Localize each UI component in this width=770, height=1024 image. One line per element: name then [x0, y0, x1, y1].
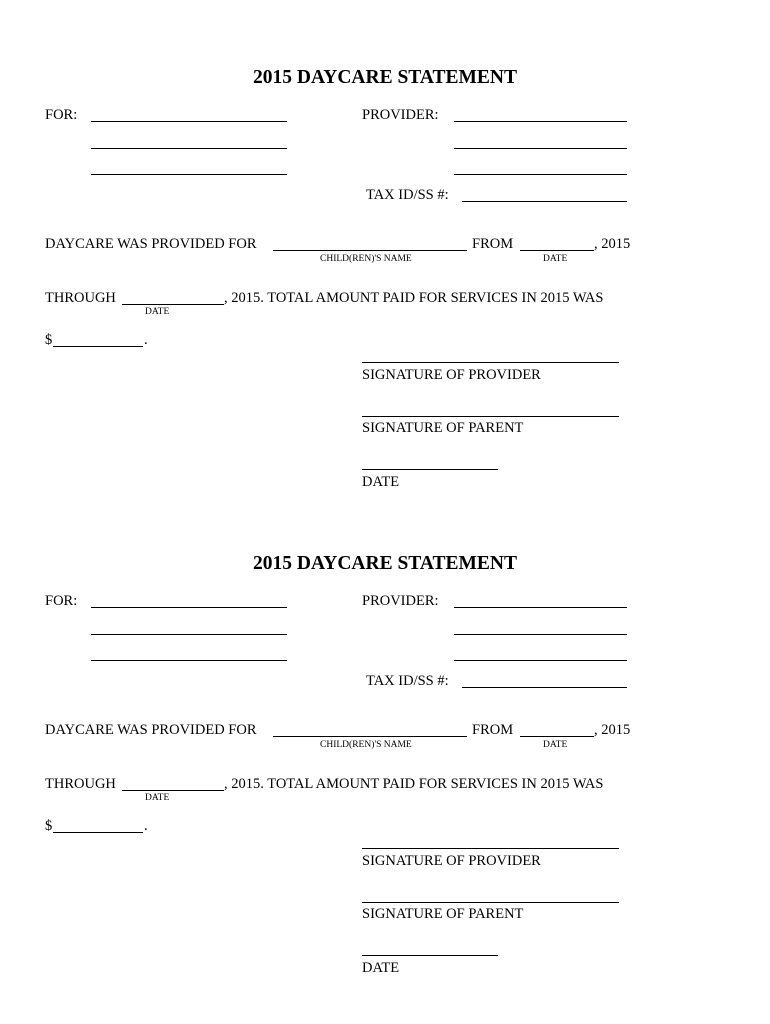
childrens-name-line[interactable] [273, 250, 467, 251]
signature-parent-label: SIGNATURE OF PARENT [362, 420, 524, 436]
provider-line-2[interactable] [454, 148, 627, 149]
for-line-2[interactable] [91, 634, 287, 635]
provider-line-3[interactable] [454, 660, 627, 661]
from-date-caption: DATE [543, 740, 568, 750]
parent-signature-line[interactable] [362, 416, 619, 417]
signature-provider-label: SIGNATURE OF PROVIDER [362, 853, 541, 869]
provider-line-3[interactable] [454, 174, 627, 175]
dollar-sign: $ [45, 818, 53, 834]
year-suffix: , 2015 [594, 722, 631, 738]
daycare-statement-2 [0, 486, 770, 976]
through-date-caption: DATE [145, 793, 170, 803]
childrens-name-caption: CHILD(REN)'S NAME [320, 740, 412, 750]
daycare-statement-1 [0, 0, 770, 490]
statement-title: 2015 DAYCARE STATEMENT [252, 553, 517, 574]
for-line-1[interactable] [91, 607, 287, 608]
signature-parent-label: SIGNATURE OF PARENT [362, 906, 524, 922]
provider-label: PROVIDER: [362, 107, 439, 123]
amount-line[interactable] [53, 832, 143, 833]
for-line-1[interactable] [91, 121, 287, 122]
signature-provider-label: SIGNATURE OF PROVIDER [362, 367, 541, 383]
amount-period: . [144, 332, 148, 348]
provider-line-1[interactable] [454, 607, 627, 608]
year-suffix: , 2015 [594, 236, 631, 252]
from-date-caption: DATE [543, 254, 568, 264]
through-date-line[interactable] [122, 304, 224, 305]
date-label: DATE [362, 960, 400, 976]
date-label: DATE [362, 474, 400, 490]
provider-label: PROVIDER: [362, 593, 439, 609]
through-label: THROUGH [45, 776, 116, 792]
for-line-3[interactable] [91, 660, 287, 661]
provided-for-text: DAYCARE WAS PROVIDED FOR [45, 722, 257, 738]
amount-line[interactable] [53, 346, 143, 347]
through-date-caption: DATE [145, 307, 170, 317]
amount-period: . [144, 818, 148, 834]
childrens-name-line[interactable] [273, 736, 467, 737]
childrens-name-caption: CHILD(REN)'S NAME [320, 254, 412, 264]
provider-line-1[interactable] [454, 121, 627, 122]
provider-signature-line[interactable] [362, 848, 619, 849]
provided-for-text: DAYCARE WAS PROVIDED FOR [45, 236, 257, 252]
through-date-line[interactable] [122, 790, 224, 791]
for-label: FOR: [45, 593, 78, 609]
date-signature-line[interactable] [362, 469, 498, 470]
tax-id-label: TAX ID/SS #: [366, 187, 449, 203]
tax-id-label: TAX ID/SS #: [366, 673, 449, 689]
tax-id-line[interactable] [462, 687, 627, 688]
tax-id-line[interactable] [462, 201, 627, 202]
for-line-3[interactable] [91, 174, 287, 175]
through-suffix: , 2015. TOTAL AMOUNT PAID FOR SERVICES IN 2015 WAS [224, 290, 604, 306]
for-label: FOR: [45, 107, 78, 123]
parent-signature-line[interactable] [362, 902, 619, 903]
date-signature-line[interactable] [362, 955, 498, 956]
from-label: FROM [472, 722, 514, 738]
for-line-2[interactable] [91, 148, 287, 149]
provider-line-2[interactable] [454, 634, 627, 635]
statement-title: 2015 DAYCARE STATEMENT [252, 67, 517, 88]
through-label: THROUGH [45, 290, 116, 306]
from-date-line[interactable] [520, 250, 594, 251]
through-suffix: , 2015. TOTAL AMOUNT PAID FOR SERVICES IN 2015 WAS [224, 776, 604, 792]
from-date-line[interactable] [520, 736, 594, 737]
dollar-sign: $ [45, 332, 53, 348]
from-label: FROM [472, 236, 514, 252]
provider-signature-line[interactable] [362, 362, 619, 363]
